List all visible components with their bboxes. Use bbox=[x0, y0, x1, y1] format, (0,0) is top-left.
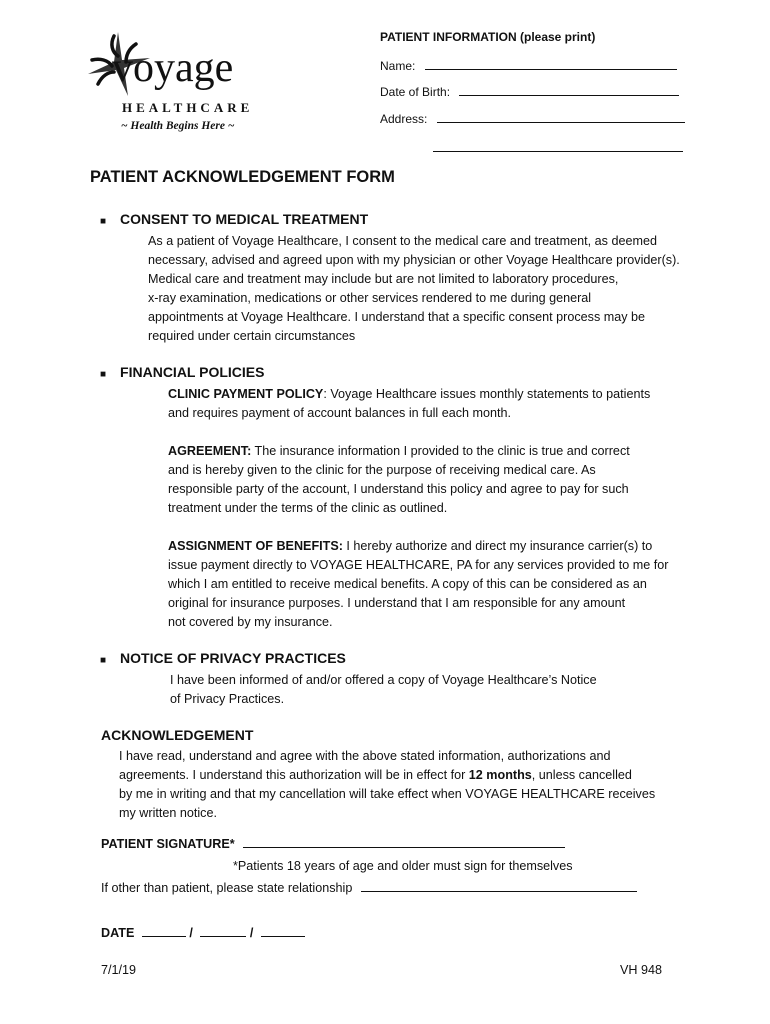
date-separator: / bbox=[249, 926, 254, 940]
footer-form-code: VH 948 bbox=[620, 963, 663, 977]
agreement-paragraph: AGREEMENT: The insurance information I provided to the clinic is true and correct and is hereby given to the clinic for the purpose of receiving medical care. As responsible party of the account, I understand this policy and agree to pay for such treatment under the terms of the clinic as outlined. bbox=[168, 444, 630, 515]
dob-row bbox=[380, 84, 679, 99]
address-row bbox=[380, 111, 685, 126]
date-day-field[interactable] bbox=[200, 925, 246, 937]
date-separator: / bbox=[189, 926, 193, 940]
voyage-healthcare-logo bbox=[84, 30, 264, 140]
signature-field[interactable] bbox=[243, 836, 565, 848]
relationship-field[interactable] bbox=[361, 880, 637, 892]
acknowledgement-body: I have read, understand and agree with the above stated information, authorizations and agreements. I understand this authorization will be in effect for 12 months, unless cancelled by me in writing and that my cancellation will take effect when VOYAGE HEALTHCARE receives my written notice. bbox=[119, 749, 656, 820]
privacy-heading: ■ NOTICE OF PRIVACY PRACTICES bbox=[100, 650, 346, 666]
consent-body: As a patient of Voyage Healthcare, I consent to the medical care and treatment, as deemed necessary, advised and agreed upon with my physician or other Voyage Healthcare provider(s). Medical care and treatment may include but are not limited to laboratory procedures, x-ray examination, medications or other services rendered to me during general appointments at Voyage Healthcare. I understand that a specific consent process may be required under certain circumstances bbox=[148, 234, 680, 343]
financial-heading: ■ FINANCIAL POLICIES bbox=[100, 364, 265, 380]
date-month-field[interactable] bbox=[142, 925, 186, 937]
address-field-line1[interactable] bbox=[437, 111, 685, 123]
clinic-payment-policy: CLINIC PAYMENT POLICY: Voyage Healthcare issues monthly statements to patients and requires payment of account balances in full each month. bbox=[168, 387, 651, 420]
signature-label: PATIENT SIGNATURE* bbox=[101, 837, 235, 851]
name-field[interactable] bbox=[425, 58, 677, 70]
assignment-of-benefits: ASSIGNMENT OF BENEFITS: I hereby authorize and direct my insurance carrier(s) to issue payment directly to VOYAGE HEALTHCARE, PA for any services provided to me for which I am entitled to receive medical benefits. A copy of this can be considered as an original for insurance purposes. I understand that I am responsible for any amount not covered by my insurance. bbox=[168, 539, 669, 629]
signature-note: *Patients 18 years of age and older must sign for themselves bbox=[233, 859, 573, 873]
bullet-square-icon: ■ bbox=[100, 216, 107, 227]
relationship-label: If other than patient, please state relationship bbox=[101, 881, 353, 895]
name-row bbox=[380, 58, 677, 73]
bullet-square-icon: ■ bbox=[100, 655, 107, 666]
date-row bbox=[101, 925, 305, 940]
consent-heading: ■ CONSENT TO MEDICAL TREATMENT bbox=[100, 211, 369, 227]
address-label: Address: bbox=[380, 112, 428, 126]
relationship-row bbox=[101, 880, 637, 895]
name-label: Name: bbox=[380, 59, 416, 73]
signature-row bbox=[101, 836, 565, 851]
logo-tagline: ~ Health Begins Here ~ bbox=[121, 120, 235, 132]
form-title: PATIENT ACKNOWLEDGEMENT FORM bbox=[90, 168, 395, 186]
dob-label: Date of Birth: bbox=[380, 85, 451, 99]
footer-date: 7/1/19 bbox=[101, 963, 137, 977]
address-field-line2[interactable] bbox=[433, 140, 683, 152]
logo-wordmark: voyage bbox=[112, 45, 234, 91]
privacy-body: I have been informed of and/or offered a copy of Voyage Healthcare’s Notice of Privacy Practices. bbox=[170, 673, 597, 706]
bullet-square-icon: ■ bbox=[100, 369, 107, 380]
date-label: DATE bbox=[101, 926, 135, 940]
date-year-field[interactable] bbox=[261, 925, 305, 937]
logo-subtitle: HEALTHCARE bbox=[122, 100, 254, 115]
dob-field[interactable] bbox=[459, 84, 679, 96]
acknowledgement-heading: ACKNOWLEDGEMENT bbox=[101, 727, 254, 743]
patient-info-title: PATIENT INFORMATION (please print) bbox=[380, 30, 596, 44]
